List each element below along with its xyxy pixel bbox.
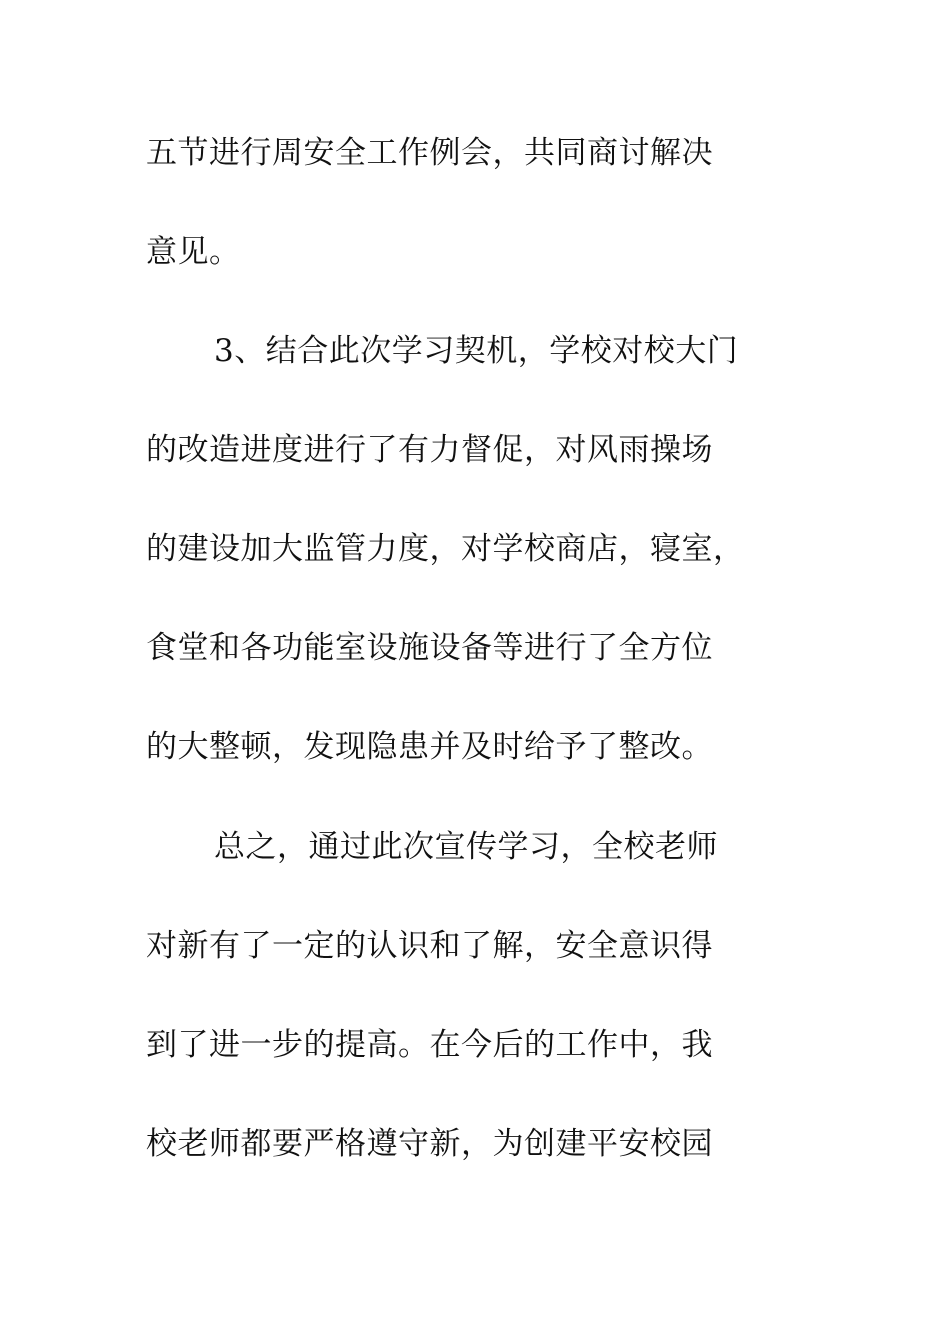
text-line: 五节进行周安全工作例会，共同商讨解决	[146, 135, 713, 171]
paragraph-start-line: 总之，通过此次宣传学习，全校老师	[214, 829, 718, 865]
text-line: 食堂和各功能室设施设备等进行了全方位	[146, 630, 713, 666]
paragraph-start-line: 3、结合此次学习契机，学校对校大门	[214, 333, 739, 369]
text-line: 的改造进度进行了有力督促，对风雨操场	[146, 432, 713, 468]
text-line: 意见。	[146, 234, 241, 270]
text-line: 的大整顿，发现隐患并及时给予了整改。	[146, 729, 713, 765]
text-line: 到了进一步的提高。在今后的工作中，我	[146, 1027, 713, 1063]
text-line: 校老师都要严格遵守新，为创建平安校园	[146, 1126, 713, 1162]
text-line: 对新有了一定的认识和了解，安全意识得	[146, 928, 713, 964]
text-line: 的建设加大监管力度，对学校商店，寝室，	[146, 531, 745, 567]
